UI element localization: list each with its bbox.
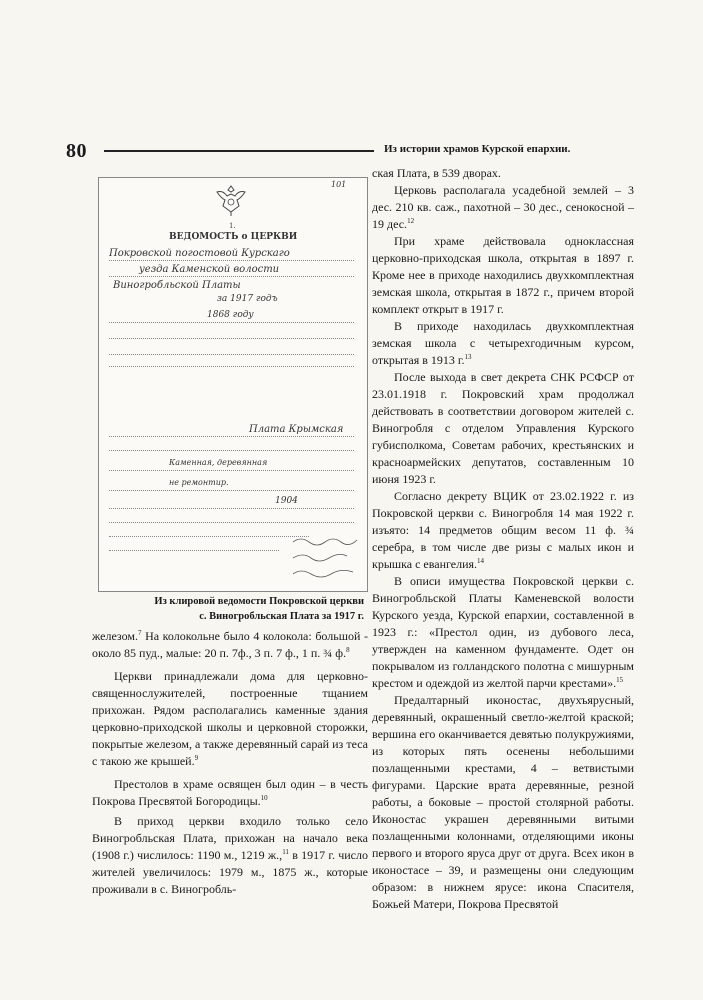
coat-of-arms-icon — [211, 182, 251, 218]
handwritten-line: 1868 году — [207, 310, 254, 320]
handwritten-line: за 1917 годъ — [217, 294, 278, 304]
document-number: 1. — [229, 222, 236, 230]
header-rule — [104, 150, 374, 152]
document-title: ВЕДОМОСТЬ о ЦЕРКВИ — [169, 232, 298, 242]
running-head: Из истории храмов Курской епархии. — [384, 143, 571, 155]
paragraph: В приходе находилась двухкомплектная земская школа с четырехгодичным курсом, открытая в 1913 г.$^{13}$ — [372, 319, 634, 367]
paragraph: Престолов в храме освящен был один – в честь Покрова Пресвятой Богородицы.$^{10}$ — [92, 777, 368, 808]
archival-document-image — [98, 177, 368, 592]
paragraph: В описи имущества Покровской церкви с. Виногробльской Платы Каменевской волости Курского уезда, Курской епархии, составленной в 1923 г.: «Престол один, из дубового леса, утвержден на каменном фундаменте. Одет он покрывалом из голландского полотна с мишурным крестом и одеждой из желтой парчи крестами».$^{15}$ — [372, 574, 634, 690]
paragraph: Церковь располагала усадебной землей – 3 дес. 210 кв. саж., пахотной – 30 дес., сенокосной – 19 дес.$^{12}$ — [372, 183, 634, 231]
figure-caption — [108, 594, 364, 624]
left-column-text — [92, 628, 368, 898]
handwritten-line: Виногробльской Платы — [113, 280, 241, 291]
signature-scribbles — [291, 534, 361, 584]
handwritten-line: уезда Каменской волости — [139, 264, 280, 275]
paragraph: Церкви принадлежали дома для церковно-священнослужителей, построенные тщанием прихожан. Рядом располагались каменные здания церковно-приходской школы и церковной сторожки, покрытые железом, а также деревянный сарай из теса с такою же крышей.$^9$ — [92, 669, 368, 768]
paragraph: Согласно декрету ВЦИК от 23.02.1922 г. из Покровской церкви с. Виногробля 14 мая 1922 г. изъято: 14 предметов общим весом 11 ф. ¾ серебра, в том числе две ризы с малых икон и крышка с евангелия.$^{14}$ — [372, 489, 634, 571]
caption-line: с. Виногробльская Плата за 1917 г. — [199, 611, 364, 622]
paragraph: После выхода в свет декрета СНК РСФСР от 23.01.1918 г. Покровский храм продолжал действовать в соответствии договором жителей с. Виногробля с отделом Управления Курского губисполкома, Советам рабочих, крестьянских и красноармейских депутатов, составленным 10 июня 1923 г. — [372, 370, 634, 486]
handwritten-mark: 101 — [331, 180, 347, 189]
handwritten-line: не ремонтир. — [169, 478, 229, 487]
handwritten-line: Каменная, деревянная — [169, 458, 268, 467]
handwritten-line: 1904 — [275, 496, 298, 506]
paragraph: Предалтарный иконостас, двухъярусный, деревянный, окрашенный светло-желтой краской; вершина его оканчивается девятью полукружиями, из которых пять осенены небольшими позлащенными крестами, 4 – ветвистыми фигурами. Царские врата деревянные, резной работы, а боковые – простой столярной работы. Иконостас украшен деревянными витыми позлащенными колоннами, отделяющими иконы первого и второго яруса друг от друга. Всех икон в иконостасе – 39, и размещены они следующим образом: в нижнем ярусе: икона Спасителя, Божьей Матери, Покрова Пресвятой — [372, 693, 634, 911]
paragraph: ская Плата, в 539 дворах. — [372, 166, 501, 180]
right-column-text — [372, 165, 634, 913]
handwritten-line: Плата Крымская — [249, 424, 344, 435]
paragraph: При храме действовала одноклассная церковно-приходская школа, открытая в 1897 г. Кроме нее в приходе находились двухкомплектная земская школа, открытая в 1872 г., причем второй комплект открыт в 1917 г. — [372, 234, 634, 316]
handwritten-line: Покровской погостовой Курскаго — [109, 248, 290, 259]
caption-line: Из клировой ведомости Покровской церкви — [154, 596, 364, 607]
paragraph: В приход церкви входило только село Виногробльская Плата, прихожан на начало века (1908 г.) числилось: 1190 м., 1219 ж.,$^{11}$ в 1917 г. число жителей увеличилось: 1979 м., 1875 ж., которые проживали в с. Виногробль- — [92, 814, 368, 896]
paragraph: железом.$^7$ На колокольне было 4 колокола: большой - около 85 пуд., малые: 20 п. 7ф., 3 п. 7 ф., 1 п. ¾ ф.$^8$ — [92, 629, 368, 660]
page-number: 80 — [66, 140, 87, 162]
